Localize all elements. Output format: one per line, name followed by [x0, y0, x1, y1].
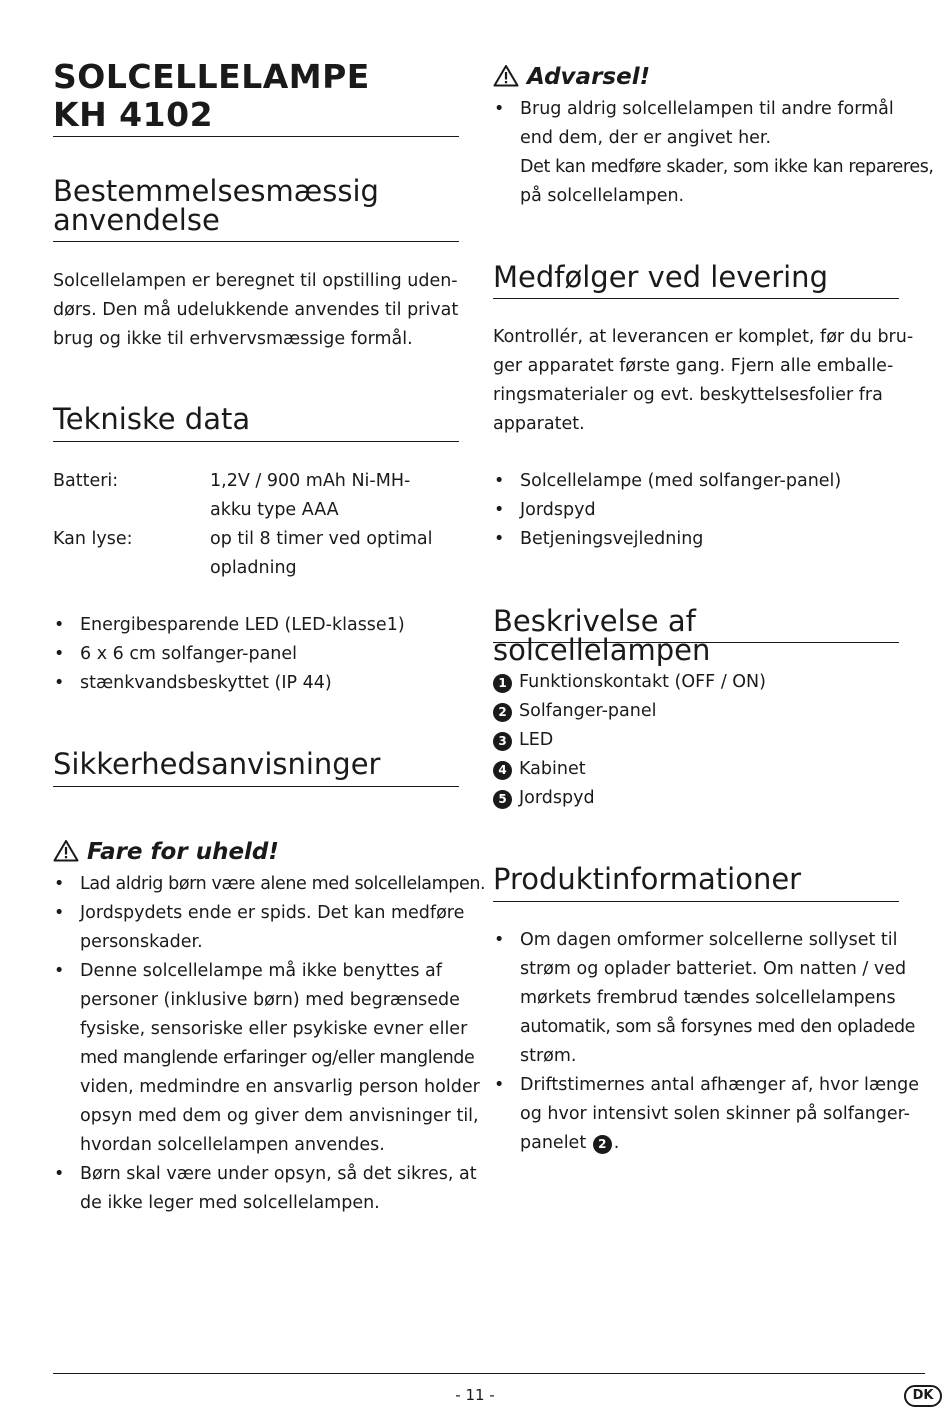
list-item-text: end dem, der er angivet her.: [520, 128, 772, 148]
technical-data-rule: [53, 441, 459, 442]
list-item-text: Lad aldrig børn være alene med solcellelampen.: [80, 874, 486, 894]
list-item-text: Børn skal være under opsyn, så det sikres, at: [80, 1164, 477, 1184]
list-item: [493, 926, 916, 1071]
list-item-text: Kabinet: [519, 759, 586, 779]
list-item: [493, 525, 899, 554]
list-item: [493, 784, 899, 813]
list-item-text: på solcellelampen.: [520, 186, 685, 206]
delivery-line: apparatet.: [493, 414, 585, 434]
list-item-text: Solfanger-panel: [519, 701, 657, 721]
description-rule: [493, 642, 899, 643]
delivery-line: ger apparatet første gang. Fjern alle emballe-: [493, 356, 894, 376]
spec-key: Kan lyse:: [53, 529, 133, 549]
list-item-text: opsyn med dem og giver dem anvisninger til,: [80, 1106, 479, 1126]
title-line-1: SOLCELLELAMPE: [53, 57, 370, 96]
list-item-text: og hvor intensivt solen skinner på solfanger-: [520, 1104, 910, 1124]
list-item-text: med manglende erfaringer og/eller manglende: [80, 1048, 475, 1068]
list-item-text: 6 x 6 cm solfanger-panel: [80, 644, 298, 664]
number-badge: 3: [493, 732, 512, 751]
bullet-dot-icon: •: [54, 644, 65, 664]
parts-list: [493, 668, 899, 813]
list-item-text: viden, medmindre en ansvarlig person holder: [80, 1077, 480, 1097]
warning-triangle-icon: [53, 839, 79, 862]
list-item-text: [520, 1129, 899, 1158]
list-item-text: de ikke leger med solcellelampen.: [80, 1193, 380, 1213]
spec-row-battery: [53, 467, 459, 525]
list-item-text: Betjeningsvejledning: [520, 529, 704, 549]
list-item: [493, 697, 899, 726]
intended-use-rule: [53, 241, 459, 242]
title-rule: [53, 136, 459, 137]
list-item-text: Solcellelampe (med solfanger-panel): [520, 471, 842, 491]
warning-triangle-icon: [493, 64, 519, 87]
language-badge: DK: [904, 1385, 942, 1407]
intended-use-line: dørs. Den må udelukkende anvendes til privat: [53, 300, 459, 320]
general-warning-title: [493, 62, 650, 92]
list-item-text: LED: [519, 730, 554, 750]
product-info-rule: [493, 901, 899, 902]
product-info-heading: Produktinformationer: [493, 862, 802, 896]
spec-value-line: opladning: [210, 558, 297, 578]
spec-row-runtime: [53, 525, 459, 583]
spec-value-line: op til 8 timer ved optimal: [210, 529, 433, 549]
safety-bullets: [53, 870, 486, 1218]
list-item: [493, 726, 899, 755]
list-item-text: Funktionskontakt (OFF / ON): [519, 672, 766, 692]
list-item: [493, 95, 934, 211]
list-item-text: personskader.: [80, 932, 203, 952]
list-item-text: hvordan solcellelampen anvendes.: [80, 1135, 385, 1155]
list-item-text: personer (inklusive børn) med begrænsede: [80, 990, 460, 1010]
list-item-text: Jordspydets ende er spids. Det kan medføre: [80, 903, 465, 923]
bullet-dot-icon: •: [494, 99, 505, 119]
number-badge: 2: [493, 703, 512, 722]
delivery-bullets: [493, 467, 899, 554]
list-item-text: fysiske, sensoriske eller psykiske evner eller: [80, 1019, 468, 1039]
bullet-dot-icon: •: [54, 874, 65, 894]
product-info-bullets: [493, 926, 919, 1158]
bullet-dot-icon: •: [54, 673, 65, 693]
list-item: [493, 467, 899, 496]
bullet-dot-icon: •: [494, 1075, 505, 1095]
list-item: [53, 611, 459, 640]
spec-value-line: akku type AAA: [210, 500, 339, 520]
list-item: [53, 669, 459, 698]
bullet-dot-icon: •: [494, 471, 505, 491]
list-item: [53, 899, 465, 957]
footer-rule: [53, 1373, 925, 1374]
intended-use-heading: [53, 174, 459, 237]
list-item-text: stænkvandsbeskyttet (IP 44): [80, 673, 332, 693]
bullet-dot-icon: •: [54, 1164, 65, 1184]
technical-bullets: [53, 611, 459, 698]
delivery-text: [493, 323, 914, 439]
spec-value-line: 1,2V / 900 mAh Ni-MH-: [210, 471, 411, 491]
bullet-dot-icon: •: [494, 500, 505, 520]
intended-use-line: brug og ikke til erhvervsmæssige formål.: [53, 329, 413, 349]
list-item-text: Det kan medføre skader, som ikke kan repareres,: [520, 157, 934, 177]
spec-value: [210, 525, 459, 583]
description-heading: Beskrivelse af solcellelampen: [493, 604, 711, 667]
technical-data-heading: Tekniske data: [53, 402, 251, 436]
delivery-rule: [493, 298, 899, 299]
delivery-heading: Medfølger ved levering: [493, 260, 828, 294]
title-line-2: KH 4102: [53, 95, 214, 134]
list-item-text: panelet: [520, 1133, 587, 1153]
warning-title-text: Advarsel!: [527, 64, 651, 90]
list-item: [53, 957, 480, 1160]
number-badge: 5: [493, 790, 512, 809]
list-item: [53, 870, 486, 899]
spec-value: [210, 467, 459, 525]
number-badge: 2: [593, 1135, 612, 1154]
list-item: [493, 496, 899, 525]
general-warning-bullets: [493, 95, 934, 211]
bullet-dot-icon: •: [54, 903, 65, 923]
list-item-text: Brug aldrig solcellelampen til andre formål: [520, 99, 894, 119]
list-item-text: Driftstimernes antal afhænger af, hvor længe: [520, 1075, 919, 1095]
list-item-text: Om dagen omformer solcellerne sollyset til: [520, 930, 898, 950]
document-title: [53, 58, 459, 134]
list-item-text: Energibesparende LED (LED-klasse1): [80, 615, 405, 635]
bullet-dot-icon: •: [54, 615, 65, 635]
list-item: [53, 640, 459, 669]
list-item-text: .: [613, 1133, 620, 1153]
warning-title-text: Fare for uheld!: [87, 839, 279, 865]
list-item: [493, 668, 899, 697]
intended-use-text: [53, 267, 459, 354]
list-item: [53, 1160, 477, 1218]
bullet-dot-icon: •: [494, 930, 505, 950]
intended-use-heading-line-2: anvendelse: [53, 203, 220, 237]
list-item: [493, 1071, 919, 1158]
delivery-line: ringsmaterialer og evt. beskyttelsesfolier fra: [493, 385, 883, 405]
list-item-text: Denne solcellelampe må ikke benyttes af: [80, 961, 442, 981]
list-item-text: strøm.: [520, 1046, 577, 1066]
intended-use-heading-line-1: Bestemmelsesmæssig: [53, 174, 379, 208]
spec-key: Batteri:: [53, 471, 119, 491]
bullet-dot-icon: •: [54, 961, 65, 981]
list-item-text: mørkets frembrud tændes solcellelampens: [520, 988, 896, 1008]
list-item: [493, 755, 899, 784]
list-item-text: Jordspyd: [519, 788, 595, 808]
delivery-line: Kontrollér, at leverancen er komplet, før du bru-: [493, 327, 914, 347]
list-item-text: automatik, som så forsynes med den opladede: [520, 1017, 916, 1037]
number-badge: 4: [493, 761, 512, 780]
bullet-dot-icon: •: [494, 529, 505, 549]
accident-warning-title: [53, 837, 279, 867]
safety-heading: Sikkerhedsanvisninger: [53, 747, 381, 781]
list-item-text: strøm og oplader batteriet. Om natten / ved: [520, 959, 907, 979]
safety-rule: [53, 786, 459, 787]
number-badge: 1: [493, 674, 512, 693]
intended-use-line: Solcellelampen er beregnet til opstilling uden-: [53, 271, 458, 291]
page-number: - 11 -: [455, 1386, 495, 1404]
list-item-text: Jordspyd: [520, 500, 596, 520]
spec-table: [53, 467, 459, 583]
